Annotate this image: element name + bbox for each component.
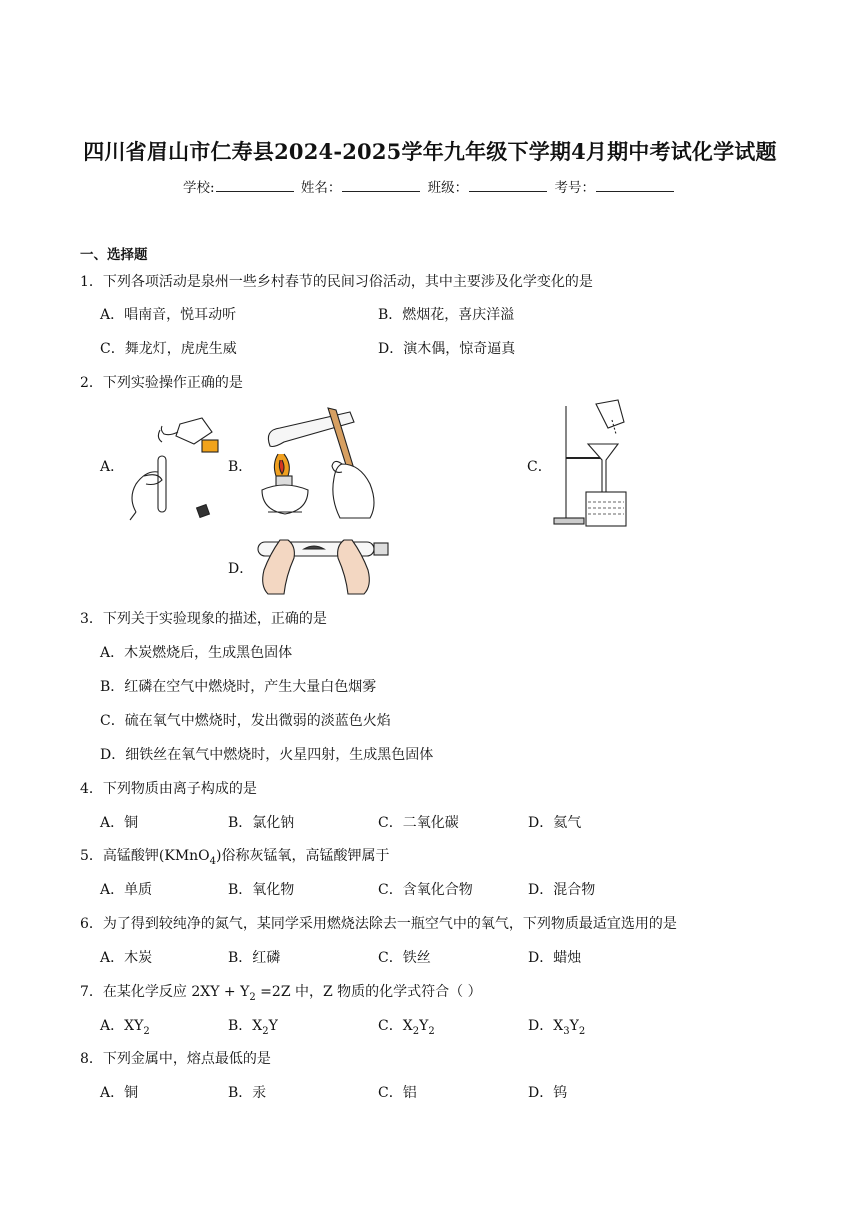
figure-filtration [550, 400, 640, 528]
q6-option-d: D．蜡烛 [528, 950, 582, 966]
class-label: 班级： [427, 180, 469, 196]
q2-option-b: B． [228, 459, 253, 475]
q3-option-b: B．红磷在空气中燃烧时，产生大量白色烟雾 [100, 679, 377, 695]
q6-option-c: C．铁丝 [378, 950, 431, 966]
q5-option-a: A．单质 [100, 882, 153, 898]
question-6-stem: 6．为了得到较纯净的氮气，某同学采用燃烧法除去一瓶空气中的氧气，下列物质最适宜选用的是 [80, 916, 677, 932]
question-8-stem: 8．下列金属中，熔点最低的是 [80, 1051, 271, 1067]
question-4-stem: 4．下列物质由离子构成的是 [80, 781, 257, 797]
q6-option-b: B．红磷 [228, 950, 281, 966]
q3-option-c: C．硫在氧气中燃烧时，发出微弱的淡蓝色火焰 [100, 713, 391, 729]
q5-option-b: B．氧化物 [228, 882, 295, 898]
q7-option-a: A．$XY_2$ [100, 1018, 150, 1037]
student-info-line [0, 176, 860, 196]
q2-option-c: C． [527, 459, 552, 475]
question-3-stem: 3．下列关于实验现象的描述，正确的是 [80, 611, 327, 627]
q2-option-a: A． [100, 459, 125, 475]
q1-option-b: B．燃烟花，喜庆洋溢 [378, 307, 515, 323]
q8-option-a: A．铜 [100, 1085, 139, 1101]
q1-option-d: D．演木偶，惊奇逼真 [378, 341, 516, 357]
q8-option-b: B．汞 [228, 1085, 267, 1101]
figure-horizontal-test-tube [252, 534, 392, 596]
q2-option-d: D． [228, 561, 254, 577]
figure-pouring-liquid [122, 412, 222, 522]
school-blank[interactable] [216, 179, 294, 192]
name-label: 姓名： [300, 180, 342, 196]
exam-no-blank[interactable] [596, 179, 674, 192]
question-1-stem: 1．下列各项活动是泉州一些乡村春节的民间习俗活动，其中主要涉及化学变化的是 [80, 274, 593, 290]
q4-option-c: C．二氧化碳 [378, 815, 459, 831]
question-2-stem: 2．下列实验操作正确的是 [80, 375, 243, 391]
q7-option-b: B．$X_2Y$ [228, 1018, 278, 1037]
q5-option-c: C．含氧化合物 [378, 882, 473, 898]
class-blank[interactable] [469, 179, 547, 192]
q7-option-c: C．$X_2Y_2$ [378, 1018, 435, 1037]
page-title: 四川省眉山市仁寿县2024-2025学年九年级下学期4月期中考试化学试题 [83, 139, 777, 164]
q1-option-c: C．舞龙灯，虎虎生威 [100, 341, 237, 357]
school-label: 学校: [183, 180, 215, 196]
q5-option-d: D．混合物 [528, 882, 596, 898]
q3-option-a: A．木炭燃烧后，生成黑色固体 [100, 645, 293, 661]
q8-option-c: C．铝 [378, 1085, 417, 1101]
q7-option-d: D．$X_3Y_2$ [528, 1018, 586, 1037]
q6-option-a: A．木炭 [100, 950, 153, 966]
q4-option-b: B．氯化钠 [228, 815, 295, 831]
question-7-stem: 7．在某化学反应 $2XY + Y_2 =2Z$ 中，Z 物质的化学式符合（ ） [80, 984, 482, 1003]
question-5-stem: 5．高锰酸钾(KMnO$_4$)俗称灰锰氧，高锰酸钾属于 [80, 848, 390, 867]
name-blank[interactable] [342, 179, 420, 192]
q1-option-a: A．唱南音，悦耳动听 [100, 307, 237, 323]
q3-option-d: D．细铁丝在氧气中燃烧时，火星四射，生成黑色固体 [100, 747, 434, 763]
q8-option-d: D．钨 [528, 1085, 568, 1101]
section-heading: 一、选择题 [80, 247, 148, 263]
figure-heating-test-tube [250, 404, 390, 522]
q4-option-a: A．铜 [100, 815, 139, 831]
q4-option-d: D．氦气 [528, 815, 582, 831]
exam-no-label: 考号： [554, 180, 595, 196]
